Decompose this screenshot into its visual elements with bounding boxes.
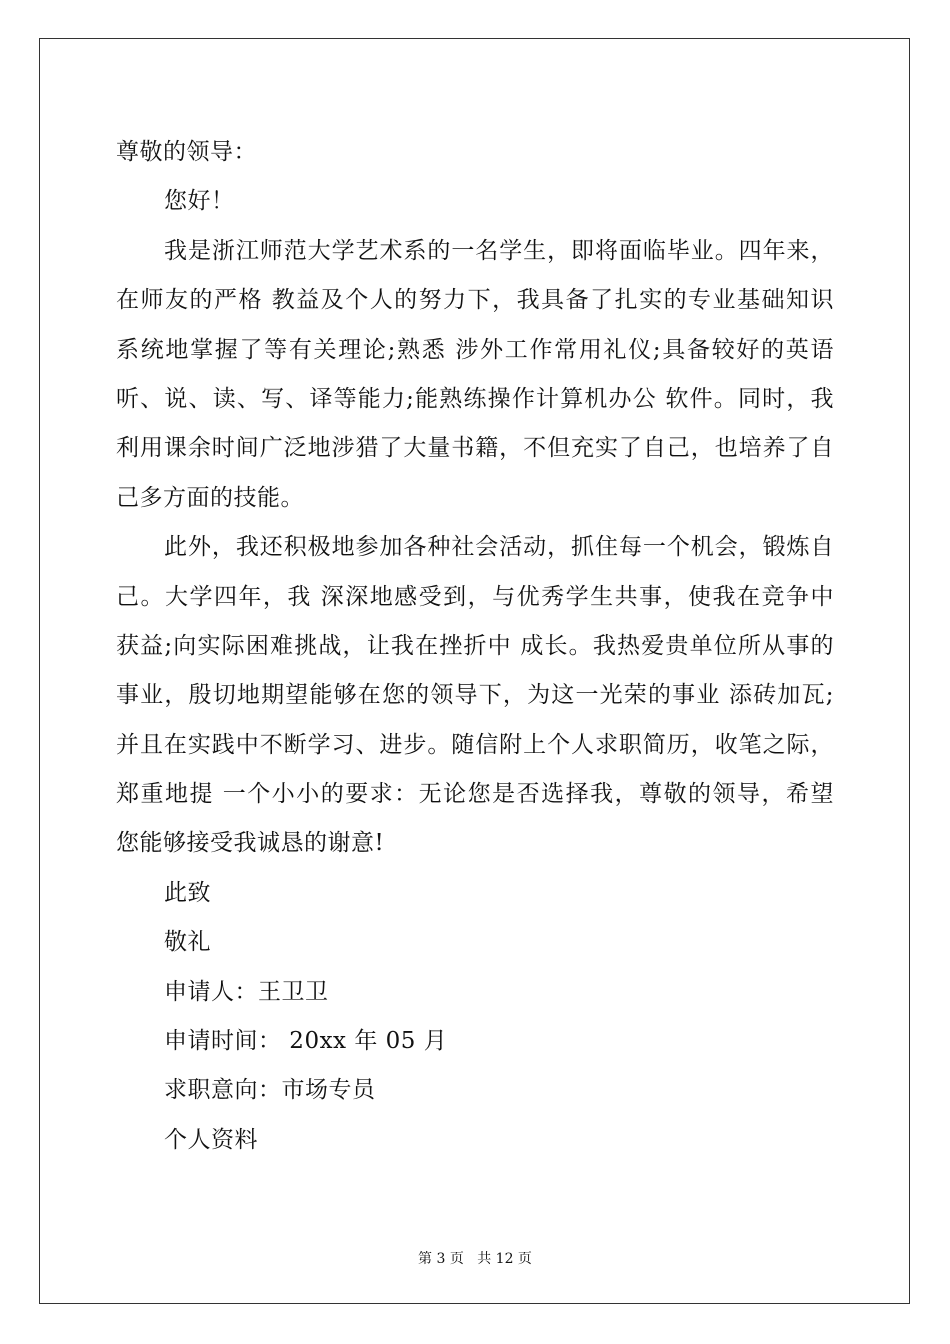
paragraph-2-line-4: 事业，殷切地期望能够在您的领导下，为这一光荣的事业 添砖加瓦; — [116, 682, 834, 709]
job-intention: 求职意向：市场专员 — [164, 1077, 376, 1104]
paragraph-1-line-6: 己多方面的技能。 — [116, 484, 304, 511]
paragraph-1-line-4: 听、说、读、写、译等能力;能熟练操作计算机办公 软件。同时，我 — [116, 385, 834, 412]
page-footer — [0, 1248, 950, 1268]
paragraph-2-line-2: 己。大学四年，我 深深地感受到，与优秀学生共事，使我在竞争中 — [116, 583, 834, 610]
paragraph-2-line-5: 并且在实践中不断学习、进步。随信附上个人求职简历，收笔之际， — [116, 731, 834, 758]
paragraph-2-line-7: 您能够接受我诚恳的谢意! — [116, 830, 385, 857]
paragraph-1-line-2: 在师友的严格 教益及个人的努力下，我具备了扎实的专业基础知识 — [116, 287, 834, 314]
application-date: 申请时间： 20xx 年 05 月 — [164, 1028, 448, 1055]
paragraph-1-line-5: 利用课余时间广泛地涉猎了大量书籍，不但充实了自己，也培养了自 — [116, 435, 834, 462]
letter-body — [116, 128, 834, 1165]
paragraph-1-line-1: 我是浙江师范大学艺术系的一名学生，即将面临毕业。四年来， — [164, 237, 834, 264]
paragraph-2-line-6: 郑重地提 一个小小的要求：无论您是否选择我，尊敬的领导，希望 — [116, 781, 834, 808]
paragraph-2-line-3: 获益;向实际困难挑战，让我在挫折中 成长。我热爱贵单位所从事的 — [116, 632, 834, 659]
closing-2: 敬礼 — [164, 929, 211, 956]
page-number: 第 3 页 — [418, 1251, 464, 1267]
personal-info-heading: 个人资料 — [164, 1126, 258, 1153]
paragraph-2-line-1: 此外，我还积极地参加各种社会活动，抓住每一个机会，锻炼自 — [164, 534, 834, 561]
salutation: 尊敬的领导： — [116, 139, 257, 165]
applicant-name: 申请人：王卫卫 — [164, 978, 329, 1005]
closing-1: 此致 — [164, 879, 211, 906]
greeting: 您好！ — [164, 188, 235, 215]
page-total: 共 12 页 — [477, 1251, 532, 1267]
paragraph-1-line-3: 系统地掌握了等有关理论;熟悉 涉外工作常用礼仪;具备较好的英语 — [116, 336, 834, 363]
